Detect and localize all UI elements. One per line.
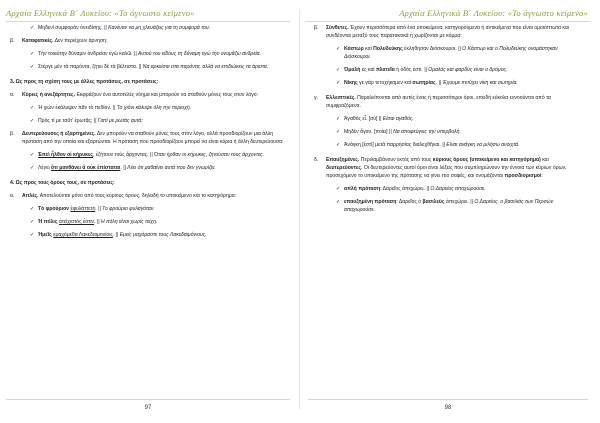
item-label: δ. — [314, 157, 319, 163]
greek-example: ἡ ὁδός ἐστι. — [394, 67, 425, 73]
translation: || Ο Κάστωρ και ο Πολυδεύκης ονομάστηκαν Διόσκουροι. — [344, 46, 558, 60]
item-title: Κύριες ή ανεξάρτητες. — [22, 92, 76, 98]
greek-example: Ἀνάγκη [ἐστί] μετὰ παρρησίας διαλεχθῆναι. — [344, 142, 443, 148]
greek-example: ἐς καὶ — [360, 67, 376, 73]
example-bullet — [2, 50, 294, 58]
item-title: Ελλειπτικές. — [326, 95, 356, 101]
translation: || Είναι ανάγκη να μιλήσω ανοιχτά. — [442, 142, 520, 148]
example-bullet — [302, 45, 594, 61]
example-label: επαυξημένη πρόταση — [344, 199, 397, 205]
translation: || Έχουμε πετύχει νίκη και σωτηρία. — [438, 80, 518, 86]
greek-example: καὶ — [363, 46, 374, 52]
subsection-alpha — [2, 91, 294, 99]
greek-example-highlight: Πολυδεύκης — [373, 46, 403, 52]
subsection-beta — [302, 24, 594, 40]
example-bullet — [302, 79, 594, 87]
example-bullet — [2, 24, 294, 32]
check-icon: ✓ — [30, 118, 35, 124]
example-bullet — [2, 164, 294, 172]
check-icon: ✓ — [30, 25, 35, 31]
section-4-heading: 4. Ως προς τους όρους τους, σε προτάσεις: — [10, 180, 115, 186]
check-icon: ✓ — [30, 219, 35, 225]
example-bullet — [302, 185, 594, 193]
translation: || Το χιόνι κάλυψε όλη την περιοχή. — [112, 105, 192, 111]
item-label: β. — [10, 38, 15, 44]
greek-example-underline: ἐμαχόμεθα Λακεδαιμονίοις — [53, 232, 113, 238]
check-icon: ✓ — [30, 64, 35, 70]
translation: || Το φρούριο φυλαγόταν. — [98, 206, 155, 212]
item-label: β. — [314, 25, 319, 31]
example-bullet — [2, 218, 294, 226]
right-page — [302, 4, 594, 416]
greek-example: , ἐζήτουν τοὺς ἄρχοντας. — [93, 152, 150, 158]
translation: || Να αρκείσαι στα παρόντα, αλλά να επιδιώκεις τα άριστα. — [138, 64, 269, 70]
right-page-number: 98 — [308, 399, 588, 416]
example-bullet — [302, 128, 594, 136]
greek-example: . — [120, 165, 124, 171]
check-icon: ✓ — [336, 142, 341, 148]
greek-example-highlight: Κάστωρ — [344, 46, 364, 52]
header-rule — [306, 21, 590, 22]
item-text-bold: προσδιορισμοί — [504, 173, 542, 179]
item-text: Δεν μπορούν να σταθούν μόνες τους στον λόγο, αλλά προσδιορίζουν μια άλλη πρόταση από την οποία και εξαρτώνται. Η πρόταση που προσδιορίζουν μπορεί να είναι κύρια ή άλλη δευτερεύουσα: — [22, 131, 284, 145]
greek-example: . — [112, 232, 116, 238]
example-label: απλή πρόταση — [344, 186, 381, 192]
greek-example: . — [95, 206, 99, 212]
greek-example: Ἡ χιὼν ἐκάλυψεν πᾶν τὸ πεδίον. — [38, 105, 113, 111]
example-bullet — [302, 141, 594, 149]
greek-example-highlight: βασιλεὺς — [422, 199, 445, 205]
check-icon: ✓ — [336, 199, 341, 205]
item-text: Παραλείπονται από αυτές ένας ή περισσότεροι όροι, επειδή εύκολα εννοούνται από τα συμφραζόμενα. — [326, 95, 551, 109]
translation: || Ομαλός και φαρδύς είναι ο δρόμος. — [424, 67, 508, 73]
greek-example-highlight: Ἡμεῖς — [38, 232, 54, 238]
item-text: Περιλαμβάνουν εκτός από τους — [359, 157, 433, 163]
check-icon: ✓ — [336, 186, 341, 192]
item-label: γ. — [314, 95, 318, 101]
greek-example: Τὴν τοιαύτην δύναμιν ἀνδρείαν ἐγὼ καλῶ. — [38, 51, 135, 57]
check-icon: ✓ — [30, 152, 35, 158]
check-icon: ✓ — [30, 232, 35, 238]
check-icon: ✓ — [336, 129, 341, 135]
greek-example: : Δαρεῖος ὁ — [396, 199, 423, 205]
right-page-content — [302, 24, 594, 214]
item-text-bold: κύριους όρους (υποκείμενο και κατηγόρημα) — [432, 157, 541, 163]
item-text: : — [541, 173, 543, 179]
item-text: Αποτελούνται μόνο από τους κύριους όρους, δηλαδή το υποκείμενο και το κατηγόρημα: — [38, 193, 237, 199]
subsection-alpha-2 — [2, 192, 294, 200]
subsection-beta-2 — [2, 130, 294, 146]
example-bullet — [302, 66, 594, 74]
item-text: . Οι δευτερεύοντες αυτοί όροι είναι λέξεις που συμπληρώνουν την έννοια των κύριων όρων, προσεχόμενο το υποκείμενο της πρότασης να γίνει πιο σαφές, και ονομάζονται — [326, 165, 567, 179]
translation: || Κανέναν να μη χλευάζεις για τη συμφορά του. — [104, 25, 211, 31]
example-bullet — [2, 205, 294, 213]
greek-example-underline: ἐφυλάττετο — [70, 206, 96, 212]
translation: || Εμείς μαχόμαστε τους Λακεδαιμόνιους. — [115, 232, 207, 238]
check-icon: ✓ — [30, 165, 35, 171]
example-bullet — [2, 104, 294, 112]
greek-example-highlight: Νίκης — [344, 80, 358, 86]
example-bullet — [2, 63, 294, 71]
greek-example: Μηδενί συμφοράν ὀνειδίσῃς. — [38, 25, 105, 31]
greek-example: . — [94, 219, 97, 225]
greek-example: ἀπεχώρει. — [444, 199, 471, 205]
item-label: α. — [10, 193, 15, 199]
left-page — [2, 4, 294, 416]
greek-example-highlight: σωτηρίας — [412, 80, 436, 86]
subsection-beta — [2, 37, 294, 45]
item-title: Απλές. — [22, 193, 39, 199]
translation: || Ο Δαρείος, ο βασιλιάς των Περσών αποχωρούσε. — [344, 199, 554, 213]
item-label: α. — [10, 92, 15, 98]
item-title: Καταφατικές. — [22, 38, 54, 44]
greek-example-highlight: ὅτι μανθάνει ἃ οὐκ ἐπίσταται — [51, 165, 121, 171]
subsection-delta — [302, 156, 594, 180]
header-rule — [6, 21, 290, 22]
greek-example-highlight: Ἡ πόλις — [38, 219, 59, 225]
translation: || Ο Δαρείος αποχωρούσε. — [426, 186, 486, 192]
greek-example-highlight: Ἐπεὶ ἦλθον οἱ κήρυκες — [38, 152, 94, 158]
check-icon: ✓ — [336, 116, 341, 122]
item-text: και — [540, 157, 549, 163]
greek-example-highlight: Ὁμαλὴ — [344, 67, 361, 73]
translation: || Να αποφεύγεις την υπερβολή. — [389, 129, 461, 135]
subsection-gamma — [302, 94, 594, 110]
greek-example: . — [435, 80, 439, 86]
left-page-number: 97 — [6, 399, 290, 416]
item-title: Δευτερεύουσες ή εξαρτημένες. — [22, 131, 96, 137]
example-bullet — [302, 115, 594, 123]
translation: || Όταν ήρθαν οι κήρυκες, ζητούσαν τους άρχοντες. — [150, 152, 265, 158]
item-title: Σύνθετες. — [326, 25, 349, 31]
greek-example: Λέγει — [38, 165, 52, 171]
greek-example-highlight: πλατεῖα — [375, 67, 395, 73]
greek-example: γε γὰρ τετυχήκαμεν καὶ — [357, 80, 413, 86]
check-icon: ✓ — [336, 80, 341, 86]
section-3-heading: 3. Ως προς τη σχέση τους με άλλες προτάσεις, σε προτάσεις: — [10, 79, 159, 85]
greek-example: Μηδὲν ἄγαν. [ποίει] — [344, 129, 390, 135]
example-bullet — [2, 151, 294, 159]
greek-example: Πρὸς τί με ταῦτ’ ἐρωτᾷς; — [38, 118, 94, 124]
greek-example: : Δαρεῖος ἀπεχώρει. — [380, 186, 427, 192]
item-text: Έχουν περισσότερα από ένα υποκείμενα, κατηγορούμενα ή αντικείμενα που είναι ομοιόπτωτα και συνδέονται μεταξύ τους παρατακτικά ή χωρίζονται με κόμμα: — [326, 25, 569, 39]
item-text-bold: δευτερεύοντες — [326, 165, 361, 171]
item-label: β. — [10, 131, 15, 137]
page-gutter — [299, 10, 300, 410]
greek-example-highlight: Τὸ φρούριον — [38, 206, 71, 212]
example-bullet — [2, 231, 294, 239]
translation: || Είσαι αγαθός. — [378, 116, 414, 122]
check-icon: ✓ — [30, 206, 35, 212]
item-text: Δεν περιέχουν άρνηση: — [53, 38, 108, 44]
greek-example: ἐκλήθησαν Διόσκουροι. — [402, 46, 459, 52]
example-bullet — [302, 198, 594, 214]
check-icon: ✓ — [336, 67, 341, 73]
check-icon: ✓ — [30, 105, 35, 111]
greek-example: Ἀγαθὸς εἶ. [σύ] — [344, 116, 379, 122]
translation: || Η πόλη είναι χωρίς τείχη. — [96, 219, 158, 225]
left-page-content — [2, 24, 294, 239]
check-icon: ✓ — [336, 46, 341, 52]
check-icon: ✓ — [30, 51, 35, 57]
item-text: Εκφράζουν ένα αυτοτελές νόημα και μπορούν να σταθούν μόνες τους στον λόγο: — [75, 92, 258, 98]
item-title: Επαυξημένες. — [326, 157, 360, 163]
translation: || Λέει ότι μαθαίνει αυτά που δεν γνωρίζει. — [123, 165, 216, 171]
left-page-header: Αρχαία Ελληνικά Β΄ Λυκείου: «Το άγνωστο κείμενο» — [6, 8, 195, 18]
translation: || Αυτού του είδους τη δύναμη εγώ την ονομάζω ανδρεία. — [134, 51, 262, 57]
greek-example-underline: ἀτείχιστός ἐστιν — [58, 219, 95, 225]
example-bullet — [2, 117, 294, 125]
right-page-header: Αρχαία Ελληνικά Β΄ Λυκείου: «Το άγνωστο κείμενο» — [399, 8, 588, 18]
translation: || Γιατί με ρωτάς αυτά; — [93, 118, 143, 124]
greek-example: Στέργε μὲν τὰ παρόντα, ζήτει δὲ τὰ βέλτιστα. — [38, 64, 139, 70]
